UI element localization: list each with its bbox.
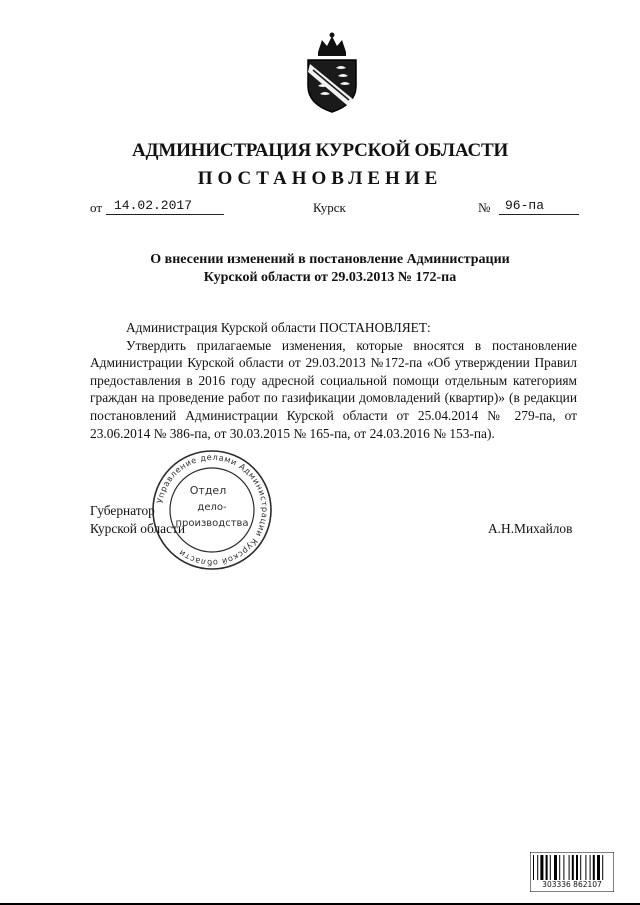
signatory-title-line-2: Курской области bbox=[90, 521, 186, 536]
stamp-ring-text: Управление делами Администрации Курской области bbox=[154, 451, 271, 569]
barcode-number: 303336 862107 bbox=[532, 880, 612, 889]
organization-title: АДМИНИСТРАЦИЯ КУРСКОЙ ОБЛАСТИ bbox=[131, 140, 509, 161]
stamp-line-3: производства bbox=[175, 518, 249, 529]
document-body bbox=[90, 319, 577, 442]
document-type: ПОСТАНОВЛЕНИЕ bbox=[197, 168, 443, 189]
city-name: Курск bbox=[313, 200, 346, 215]
stamp-line-2: дело- bbox=[197, 502, 227, 513]
resolution-intro: Администрация Курской области ПОСТАНОВЛЯЕТ: bbox=[126, 320, 431, 335]
subject-line-2: Курской области от 29.03.2013 № 172-па bbox=[203, 270, 457, 285]
signatory-name: А.Н.Михайлов bbox=[488, 521, 573, 536]
document-date: 14.02.2017 bbox=[106, 198, 224, 215]
resolution-paragraph: Утвердить прилагаемые изменения, которые вносятся в постановление Администрации Курской области от 29.03.2013 №172-па «Об утверждении Правил предоставления в 2016 году адресной социальной помощи отдельным категориям граждан на проведение работ по газификации домовладений (квартир)» (в редакции постановлений Администрации Курской области от 25.04.2014 № 279-па, от 23.06.2014 № 386-па, от 30.03.2015 № 165-па, от 24.03.2016 № 153-па). bbox=[90, 337, 577, 441]
stamp-line-1: Отдел bbox=[189, 484, 227, 497]
coat-of-arms-icon bbox=[296, 30, 368, 114]
date-label: от bbox=[90, 200, 103, 215]
office-stamp bbox=[150, 448, 274, 572]
number-label: № bbox=[478, 200, 491, 215]
signatory-title-line-1: Губернатор bbox=[90, 503, 155, 518]
document-number: 96-па bbox=[499, 198, 579, 215]
subject-line-1: О внесении изменений в постановление Администрации bbox=[150, 252, 510, 267]
